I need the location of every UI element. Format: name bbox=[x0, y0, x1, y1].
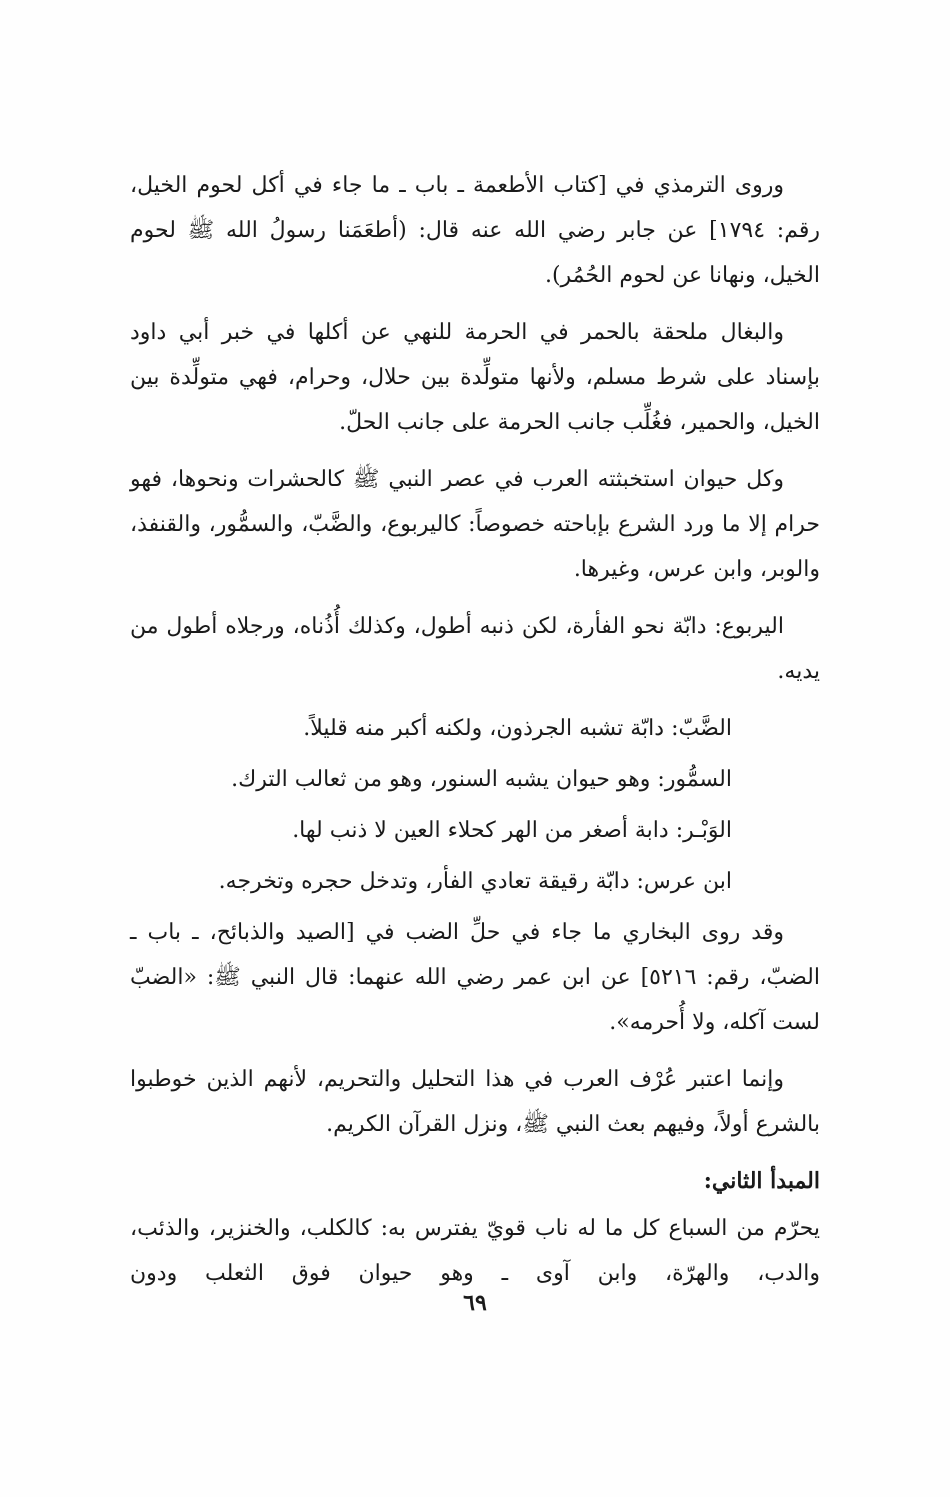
definition-sammur: السمُّور: وهو حيوان يشبه السنور، وهو من ثعالب الترك. bbox=[231, 767, 732, 792]
page-body bbox=[130, 163, 820, 1296]
paragraph-arab-custom: وإنما اعتبر عُرْف العرب في هذا التحليل والتحريم، لأنهم الذين خوطبوا بالشرع أولاً، وفيهم بعث النبي ﷺ، ونزل القرآن الكريم. bbox=[130, 1067, 820, 1137]
paragraph-impure-animals: وكل حيوان استخبثته العرب في عصر النبي ﷺ كالحشرات ونحوها، فهو حرام إلا ما ورد الشرع بإباحته خصوصاً: كاليربوع، والضَّبّ، والسمُّور، والقنفذ، والوبر، وابن عرس، وغيرها. bbox=[130, 467, 820, 582]
definition-ibn-irs: ابن عرس: دابّة رقيقة تعادي الفأر، وتدخل حجره وتخرجه. bbox=[218, 869, 732, 894]
section-heading: المبدأ الثاني: bbox=[703, 1168, 820, 1194]
paragraph-bukhari: وقد روى البخاري ما جاء في حلِّ الضب في [الصيد والذبائح، ـ باب ـ الضبّ، رقم: ٥٢١٦] عن ابن عمر رضي الله عنهما: قال النبي ﷺ: «الضبّ لست آكله، ولا أُحرمه». bbox=[130, 920, 820, 1035]
paragraph-mules: والبغال ملحقة بالحمر في الحرمة للنهي عن أكلها في خبر أبي داود بإسناد على شرط مسلم، ولأنها متولِّدة بين حلال، وحرام، فهي متولِّدة بين الخيل، والحمير، فغُلِّب جانب الحرمة على جانب الحلّ. bbox=[130, 320, 820, 435]
paragraph-predators: يحرّم من السباع كل ما له ناب قويّ يفترس به: كالكلب، والخنزير، والذئب، والدب، والهرّة، وابن آوى ـ وهو حيوان فوق الثعلب ودون bbox=[130, 1216, 820, 1286]
definition-wabr: الوَبْـر: دابة أصغر من الهر كحلاء العين لا ذنب لها. bbox=[292, 818, 732, 843]
paragraph-jerboa: اليربوع: دابّة نحو الفأرة، لكن ذنبه أطول، وكذلك أُذُناه، ورجلاه أطول من يديه. bbox=[130, 614, 820, 684]
page-number: ٦٩ bbox=[463, 1290, 487, 1316]
definition-dhabb: الضَّبّ: دابّة تشبه الجرذون، ولكنه أكبر منه قليلاً. bbox=[303, 716, 732, 741]
paragraph-tirmidhi: وروى الترمذي في [كتاب الأطعمة ـ باب ـ ما جاء في أكل لحوم الخيل، رقم: ١٧٩٤] عن جابر رضي الله عنه قال: (أطعَمَنا رسولُ الله ﷺ لحوم الخيل، ونهانا عن لحوم الحُمُر). bbox=[130, 173, 821, 288]
